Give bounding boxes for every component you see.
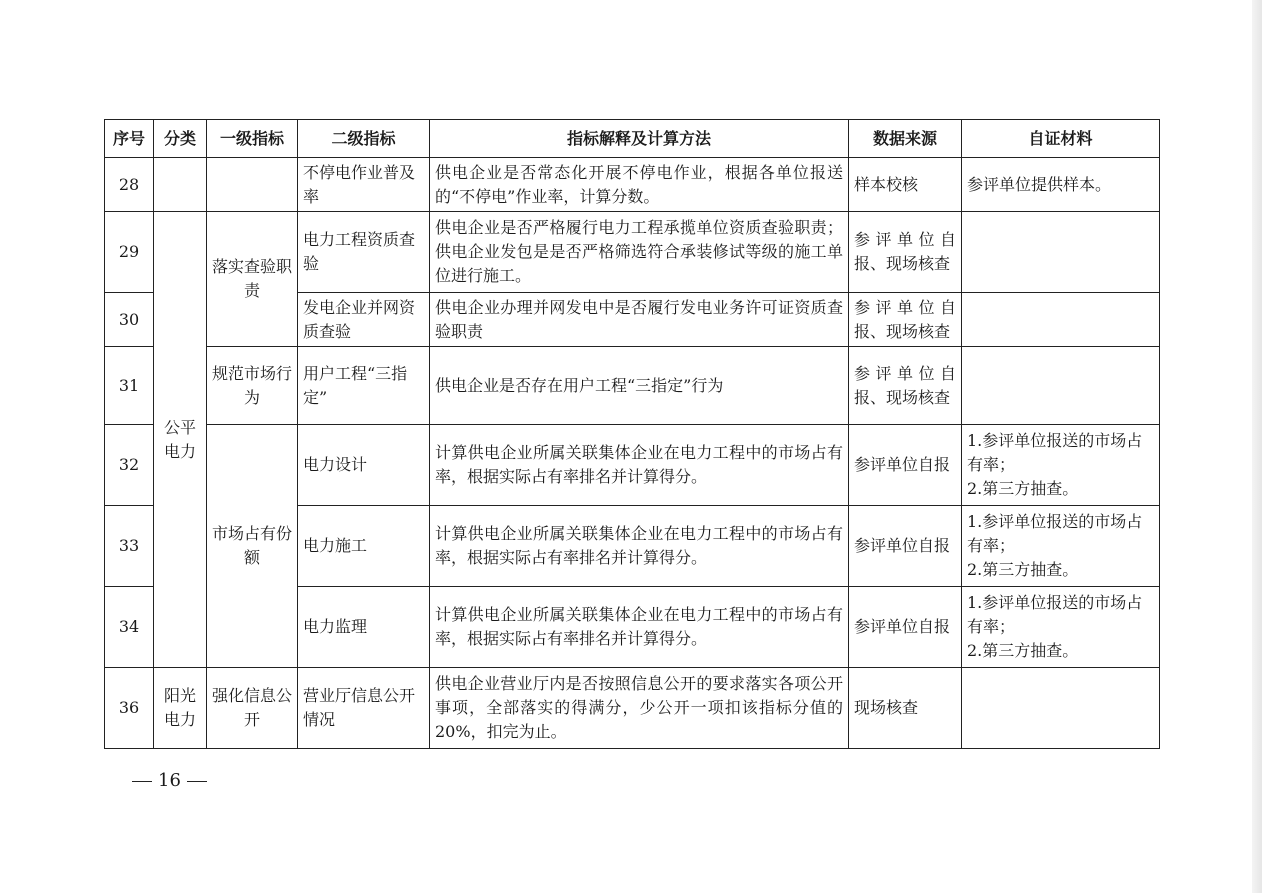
source-text: 现场核查	[849, 668, 962, 749]
evidence-line: 2.第三方抽查。	[967, 641, 1079, 660]
level1-regulate: 规范市场行为	[207, 347, 298, 425]
row-no: 33	[105, 506, 154, 587]
level1-check: 落实查验职责	[207, 212, 298, 347]
table-row	[105, 158, 1160, 212]
method-text: 计算供电企业所属关联集体企业在电力工程中的市场占有率，根据实际占有率排名并计算得分。	[430, 587, 849, 668]
evidence-line: 1.参评单位报送的市场占有率；	[967, 431, 1143, 474]
header-level1: 一级指标	[207, 120, 298, 158]
source-text: 参评单位自报、现场核查	[849, 293, 962, 347]
header-row	[105, 120, 1160, 158]
page-number: 16	[158, 770, 181, 791]
row-no: 32	[105, 425, 154, 506]
row-no: 30	[105, 293, 154, 347]
evidence-text	[962, 347, 1160, 425]
evidence-line: 2.第三方抽查。	[967, 560, 1079, 579]
evidence-text	[962, 293, 1160, 347]
evidence-text	[962, 668, 1160, 749]
level2-name: 不停电作业普及率	[298, 158, 430, 212]
evidence-line: 1.参评单位报送的市场占有率；	[967, 512, 1143, 555]
row-no: 29	[105, 212, 154, 293]
evidence-cell	[962, 506, 1160, 587]
level1-cell-empty	[207, 158, 298, 212]
level2-name: 电力施工	[298, 506, 430, 587]
evidence-text	[962, 212, 1160, 293]
level2-name: 电力监理	[298, 587, 430, 668]
evidence-cell	[962, 587, 1160, 668]
row-no: 36	[105, 668, 154, 749]
scan-edge	[1252, 0, 1262, 893]
method-text: 供电企业是否严格履行电力工程承揽单位资质查验职责；供电企业发包是是否严格筛选符合承装修试等级的施工单位进行施工。	[430, 212, 849, 293]
header-method: 指标解释及计算方法	[430, 120, 849, 158]
header-no: 序号	[105, 120, 154, 158]
method-text: 供电企业营业厅内是否按照信息公开的要求落实各项公开事项，全部落实的得满分，少公开一项扣该指标分值的 20%，扣完为止。	[430, 668, 849, 749]
header-level2: 二级指标	[298, 120, 430, 158]
level2-name: 电力工程资质查验	[298, 212, 430, 293]
category-sunshine: 阳光电力	[154, 668, 207, 749]
source-text: 参评单位自报	[849, 587, 962, 668]
level2-name: 发电企业并网资质查验	[298, 293, 430, 347]
row-no: 28	[105, 158, 154, 212]
table-row	[105, 425, 1160, 506]
method-text: 供电企业是否常态化开展不停电作业，根据各单位报送的“不停电”作业率，计算分数。	[430, 158, 849, 212]
evidence-line: 2.第三方抽查。	[967, 479, 1079, 498]
source-text: 参评单位自报	[849, 425, 962, 506]
level1-publicity: 强化信息公开	[207, 668, 298, 749]
footer-dash-left	[132, 781, 152, 782]
header-category: 分类	[154, 120, 207, 158]
level2-name: 电力设计	[298, 425, 430, 506]
source-text: 参评单位自报、现场核查	[849, 212, 962, 293]
table-row	[105, 347, 1160, 425]
method-text: 供电企业是否存在用户工程“三指定”行为	[430, 347, 849, 425]
indicator-table	[104, 119, 1160, 749]
table-row	[105, 212, 1160, 293]
header-source: 数据来源	[849, 120, 962, 158]
category-cell-empty	[154, 158, 207, 212]
row-no: 31	[105, 347, 154, 425]
source-text: 参评单位自报、现场核查	[849, 347, 962, 425]
evidence-line: 1.参评单位报送的市场占有率；	[967, 593, 1143, 636]
method-text: 供电企业办理并网发电中是否履行发电业务许可证资质查验职责	[430, 293, 849, 347]
source-text: 参评单位自报	[849, 506, 962, 587]
page-footer	[126, 770, 213, 791]
table-row	[105, 668, 1160, 749]
footer-dash-right	[187, 781, 207, 782]
level1-share: 市场占有份额	[207, 425, 298, 668]
method-text: 计算供电企业所属关联集体企业在电力工程中的市场占有率，根据实际占有率排名并计算得分。	[430, 506, 849, 587]
evidence-cell	[962, 425, 1160, 506]
level2-name: 营业厅信息公开情况	[298, 668, 430, 749]
source-text: 样本校核	[849, 158, 962, 212]
method-text: 计算供电企业所属关联集体企业在电力工程中的市场占有率，根据实际占有率排名并计算得分。	[430, 425, 849, 506]
level2-name: 用户工程“三指定”	[298, 347, 430, 425]
category-fair: 公平电力	[154, 212, 207, 668]
header-evidence: 自证材料	[962, 120, 1160, 158]
evidence-text: 参评单位提供样本。	[962, 158, 1160, 212]
row-no: 34	[105, 587, 154, 668]
